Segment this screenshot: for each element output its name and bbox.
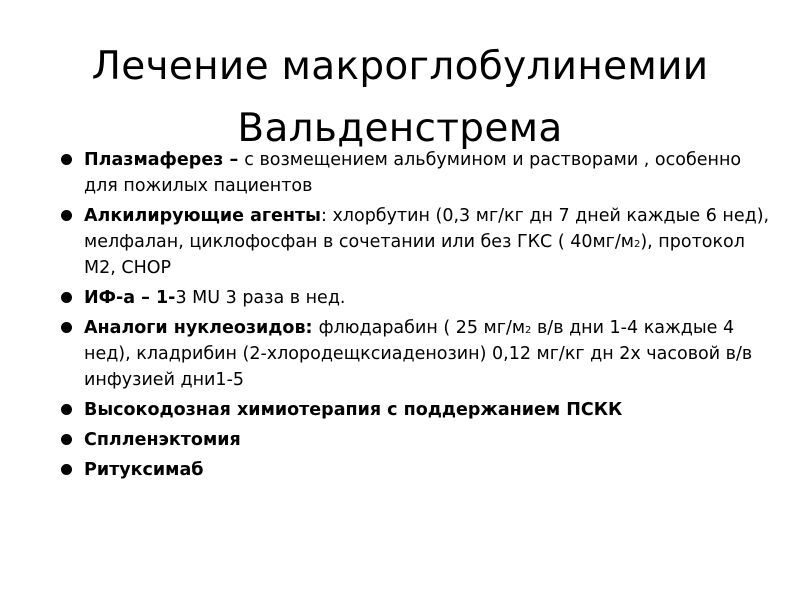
bullet-bold-text: ИФ-а – 1- <box>84 288 176 308</box>
bullet-dot-icon <box>61 322 72 333</box>
bullet-dot-icon <box>61 404 72 415</box>
slide-title <box>40 36 760 160</box>
bullet-dot-icon <box>61 292 72 303</box>
bullet-item-alkylating-agents <box>60 203 775 281</box>
bullet-text: флюдарабин ( 25 мг/м <box>318 318 526 338</box>
bullet-bold-text: Плазмаферез – <box>84 150 245 170</box>
bullet-dot-icon <box>61 464 72 475</box>
bullet-text: ), протокол М2, CHOP <box>84 232 745 278</box>
bullet-dot-icon <box>61 210 72 221</box>
slide-title-line-2: Вальденстрема <box>237 106 563 151</box>
bullet-text: в/в дни 1-4 каждые 4 нед), кладрибин (2-хлородещксиаденозин) 0,12 мг/кг дн 2х часовой в/в инфузией дни1-5 <box>84 318 753 390</box>
bullet-dot-icon <box>61 434 72 445</box>
bullet-item-nucleoside-analogs <box>60 315 775 393</box>
bullet-bold-text: Сплленэктомия <box>84 430 241 450</box>
bullet-bold-text: Аналоги нуклеозидов: <box>84 318 319 338</box>
slide-title-line-1: Лечение макроглобулинемии <box>91 44 709 89</box>
bullet-bold-text: Ритуксимаб <box>84 460 204 480</box>
bullet-text: 3 MU 3 раза в нед. <box>175 288 346 308</box>
bullet-bold-text: Алкилирующие агенты <box>84 206 321 226</box>
bullet-subscript: 2 <box>633 239 641 250</box>
bullet-list <box>60 147 775 487</box>
bullet-subscript: 2 <box>525 325 532 336</box>
bullet-text: : хлорбутин (0,3 мг/кг дн 7 дней каждые 6 нед), мелфалан, циклофосфан в сочетании или без ГКС ( 40мг/м <box>84 206 770 252</box>
bullet-item-splenectomy <box>60 427 775 453</box>
bullet-item-plasmapheresis <box>60 147 775 199</box>
bullet-dot-icon <box>61 154 72 165</box>
bullet-item-high-dose-chemo <box>60 397 775 423</box>
bullet-item-rituximab <box>60 457 775 483</box>
bullet-text: с возмещением альбумином и растворами , особенно для пожилых пациентов <box>84 150 742 196</box>
bullet-item-interferon <box>60 285 775 311</box>
bullet-bold-text: Высокодозная химиотерапия с поддержанием ПСКК <box>84 400 623 420</box>
